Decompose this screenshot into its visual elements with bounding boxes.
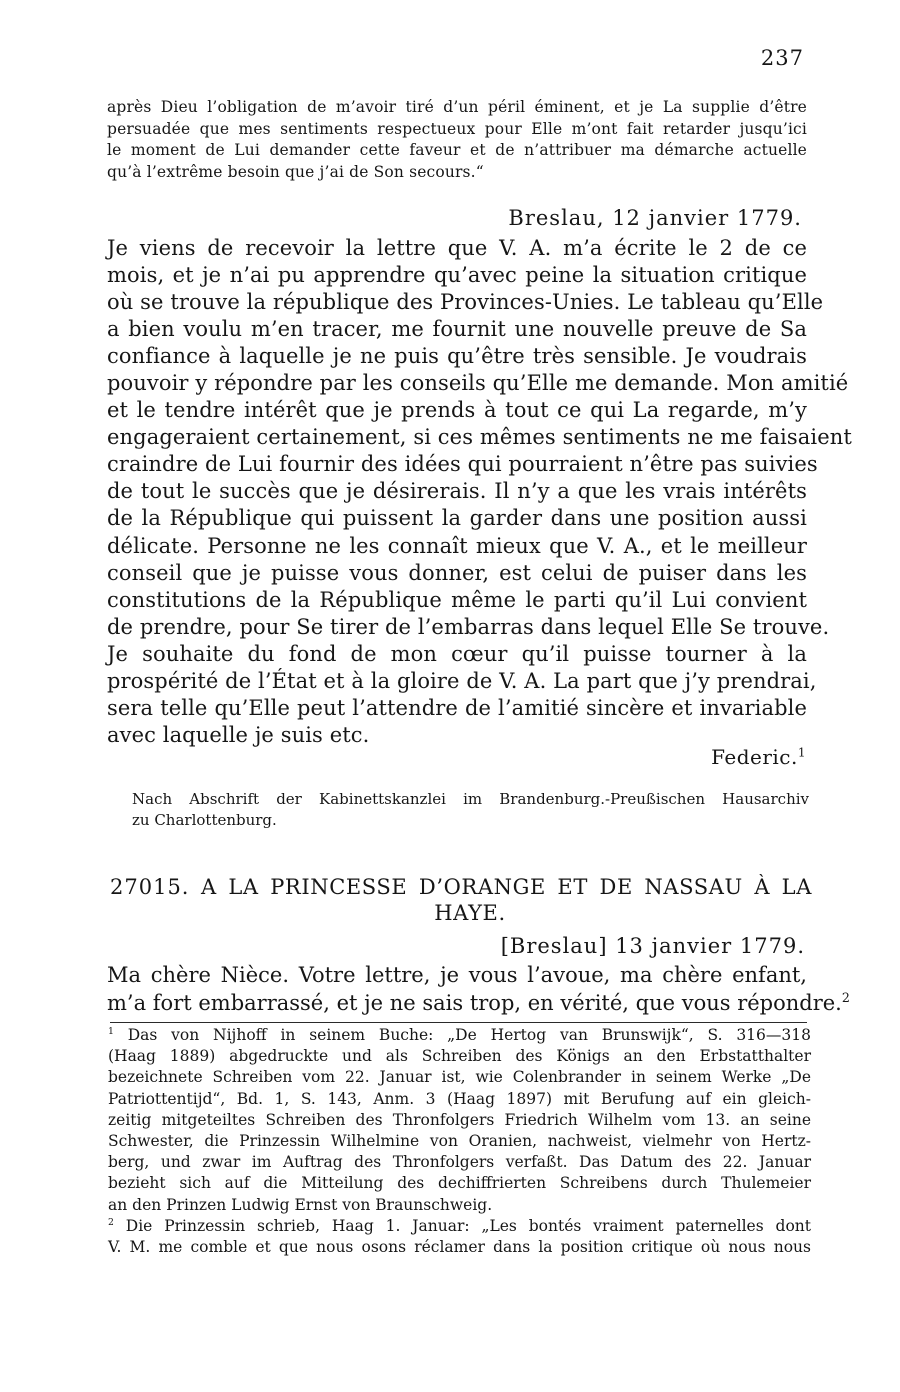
- text-line: avec laquelle je suis etc.: [107, 722, 370, 747]
- footnote-line: bezeichnete Schreiben vom 22. Januar ist, wie Colenbrander in seinem Werke „De: [108, 1068, 811, 1087]
- letter-number: 27015.: [110, 875, 190, 899]
- footnote-text: Die Prinzessin schrieb, Haag 1. Januar: „Les bontés vraiment paternelles dont: [125, 1216, 811, 1235]
- footnote-line: Patriottentijd“, Bd. 1, S. 143, Anm. 3 (Haag 1897) mit Berufung auf ein gleich-: [108, 1089, 811, 1108]
- footnotes: [108, 1025, 811, 1258]
- footnote-line: V. M. me comble et que nous osons réclamer dans la position critique où nous nous: [108, 1238, 811, 1257]
- text-line: Je viens de recevoir la lettre que V. A. m’a écrite le 2 de ce: [107, 236, 807, 260]
- text-line: de la République qui puissent la garder dans une position aussi: [107, 506, 807, 531]
- text-line: après Dieu l’obligation de m’avoir tiré d’un péril éminent, et je La supplie d’être: [107, 98, 807, 116]
- footnote-line: [108, 1025, 811, 1046]
- text-line: qu’à l’extrême besoin que j’ai de Son secours.“: [107, 162, 484, 181]
- text-line: persuadée que mes sentiments respectueux pour Elle m’ont fait retarder jusqu’ici: [107, 119, 807, 138]
- footnote-line: zeitig mitgeteiltes Schreiben des Thronfolgers Friedrich Wilhelm vom 13. an seine: [108, 1110, 811, 1129]
- footnote-text: Das von Nijhoff in seinem Buche: „De Hertog van Brunswijk“, S. 316—318: [127, 1026, 811, 1044]
- footnote-line: (Haag 1889) abgedruckte und als Schreiben des Königs an den Erbstatthalter: [108, 1047, 811, 1066]
- text-line: Nach Abschrift der Kabinettskanzlei im Brandenburg.-Preußischen Hausarchiv: [132, 790, 809, 808]
- text-line: zu Charlottenburg.: [132, 811, 277, 829]
- text-line: engageraient certainement, si ces mêmes sentiments ne me faisaient: [107, 425, 852, 450]
- text-line: constitutions de la République même le parti qu’il Lui convient: [107, 587, 807, 612]
- text-line: conseil que je puisse vous donner, est celui de puiser dans les: [107, 560, 807, 585]
- footnote-line: berg, und zwar im Auftrag des Thronfolgers verfaßt. Das Datum des 22. Januar: [108, 1153, 811, 1172]
- footnote-line: Schwester, die Prinzessin Wilhelmine von Oranien, nachweist, vielmehr von Hertz-: [108, 1132, 811, 1151]
- heading-line: HAYE.: [434, 901, 506, 925]
- letter-signature: [711, 745, 806, 769]
- letter-body: [107, 235, 852, 749]
- text-line: mois, et je n’ai pu apprendre qu’avec peine la situation critique: [107, 263, 807, 288]
- footnote-line: [108, 1216, 811, 1237]
- signature-text: Federic.: [711, 745, 798, 769]
- text-line: a bien voulu m’en tracer, me fournit une nouvelle preuve de Sa: [107, 317, 807, 342]
- letter-dateline: [Breslau] 13 janvier 1779.: [500, 934, 805, 958]
- footnote-line: bezieht sich auf die Mitteilung des dechiffrierten Schreibens durch Thulemeier: [108, 1174, 811, 1193]
- text-line: confiance à laquelle je ne puis qu’être très sensible. Je voudrais: [107, 344, 807, 369]
- text-line: délicate. Personne ne les connaît mieux que V. A., et le meilleur: [107, 533, 807, 558]
- text-line: de prendre, pour Se tirer de l’embarras dans lequel Elle Se trouve.: [107, 614, 830, 639]
- footnote-reference: 1: [797, 745, 806, 760]
- footnote-divider: [110, 1022, 807, 1023]
- heading-line: [110, 874, 812, 900]
- text-line: sera telle qu’Elle peut l’attendre de l’amitié sincère et invariable: [107, 695, 807, 720]
- heading-text: A LA PRINCESSE D’ORANGE ET DE NASSAU À LA: [201, 875, 812, 899]
- text-line: craindre de Lui fournir des idées qui pourraient n’être pas suivies: [107, 452, 818, 477]
- footnote-marker: 1: [108, 1025, 114, 1037]
- text-line: Je souhaite du fond de mon cœur qu’il puisse tourner à la: [107, 641, 807, 666]
- footnote-reference: 2: [841, 989, 850, 1005]
- letter-dateline: Breslau, 12 janvier 1779.: [508, 206, 802, 230]
- footnote-line: an den Prinzen Ludwig Ernst von Braunschweig.: [108, 1195, 493, 1214]
- letter-body: [107, 962, 850, 1017]
- text-line: Ma chère Nièce. Votre lettre, je vous l’avoue, ma chère enfant,: [107, 963, 807, 987]
- source-note: [132, 789, 809, 831]
- text-line-content: m’a fort embarrassé, et je ne sais trop, en vérité, que vous répondre.: [107, 990, 842, 1015]
- text-line: et le tendre intérêt que je prends à tout ce qui La regarde, m’y: [107, 398, 807, 423]
- text-line: le moment de Lui demander cette faveur et de n’attribuer ma démarche actuelle: [107, 141, 807, 159]
- text-line: [107, 989, 850, 1018]
- footnote-marker: 2: [108, 1216, 114, 1228]
- text-line: prospérité de l’État et à la gloire de V. A. La part que j’y prendrai,: [107, 668, 817, 693]
- text-line: de tout le succès que je désirerais. Il n’y a que les vrais intérêts: [107, 479, 807, 504]
- page-number: 237: [760, 46, 804, 70]
- text-line: pouvoir y répondre par les conseils qu’Elle me demande. Mon amitié: [107, 371, 849, 396]
- continuation-quote: [107, 97, 807, 183]
- letter-heading: [110, 874, 812, 926]
- text-line: où se trouve la république des Provinces-Unies. Le tableau qu’Elle: [107, 290, 824, 315]
